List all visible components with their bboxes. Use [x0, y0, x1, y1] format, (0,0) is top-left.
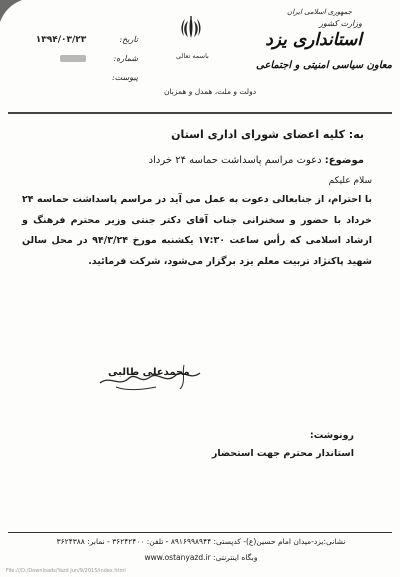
cc-recipient: استاندار محترم جهت استحضار — [211, 448, 354, 459]
subject-text: دعوت مراسم پاسداشت حماسه ۲۴ خرداد — [148, 155, 322, 166]
letter-meta — [18, 30, 138, 87]
republic-title: جمهوری اسلامی ایران — [287, 8, 352, 16]
letter-body — [22, 128, 372, 272]
redacted-number — [60, 55, 86, 62]
number-label: شماره: — [113, 54, 138, 63]
cc-label: رونوشت: — [309, 430, 354, 441]
attachment-row — [18, 68, 138, 87]
footer-website: وبگاه اینترنتی: www.ostanyazd.ir — [144, 553, 258, 562]
governorate-title: استانداری یزد — [265, 30, 362, 50]
signer-name: محمدعلی طالبی — [108, 367, 190, 378]
invitation-paragraph: با احترام، از جنابعالی دعوت به عمل می آید در مراسم پاسداشت حماسه ۲۴ خرداد با حضور و سخنرانی جناب آقای دکتر جنتی وزیر محترم فرهنگ و ارشاد اسلامی که رأس ساعت ۱۷:۳۰ یکشنبه مورخ ۹۴/۳/۲۴ در محل سالن شهید پاکنژاد تربیت معلم یزد برگزار می‌شود، شرکت فرمائید. — [22, 194, 373, 267]
footer-fine-print: File:///D:/Downloads/Yazd Jun/9/2015/index.html — [6, 568, 126, 574]
addressee: به: کلیه اعضای شورای اداری استان — [171, 128, 364, 141]
date-label: تاریخ: — [119, 35, 138, 44]
footer-address: نشانی:یزد-میدان امام حسین(ع)- کدپستی: ۸۹۱۶۹۹۸۹۴۴ - تلفن: ۳۶۲۴۲۴۰۰ - نمابر: ۳۶۲۴۳۸۸ — [56, 537, 346, 546]
date-value: ۱۳۹۴/۰۳/۲۳ — [35, 34, 87, 45]
iran-emblem-icon — [180, 16, 202, 40]
greeting: سلام علیکم — [328, 176, 372, 186]
attachment-label: پیوست: — [111, 73, 138, 82]
deputy-title: معاون سیاسی امنیتی و اجتماعی — [256, 60, 392, 71]
subject-line — [22, 155, 364, 166]
number-row — [18, 49, 138, 68]
page-corner-mark — [0, 0, 28, 28]
government-slogan: دولت و ملت، همدل و همزبان — [164, 87, 257, 96]
bismillah-motto: باسمه تعالی — [176, 52, 209, 60]
signature-block — [96, 357, 206, 397]
header-divider — [8, 112, 392, 114]
footer-divider — [8, 532, 392, 533]
ministry-title: وزارت کشور — [319, 19, 362, 28]
date-row — [18, 30, 138, 49]
letterhead-org — [242, 8, 392, 71]
subject-label: موضوع: — [324, 155, 364, 166]
